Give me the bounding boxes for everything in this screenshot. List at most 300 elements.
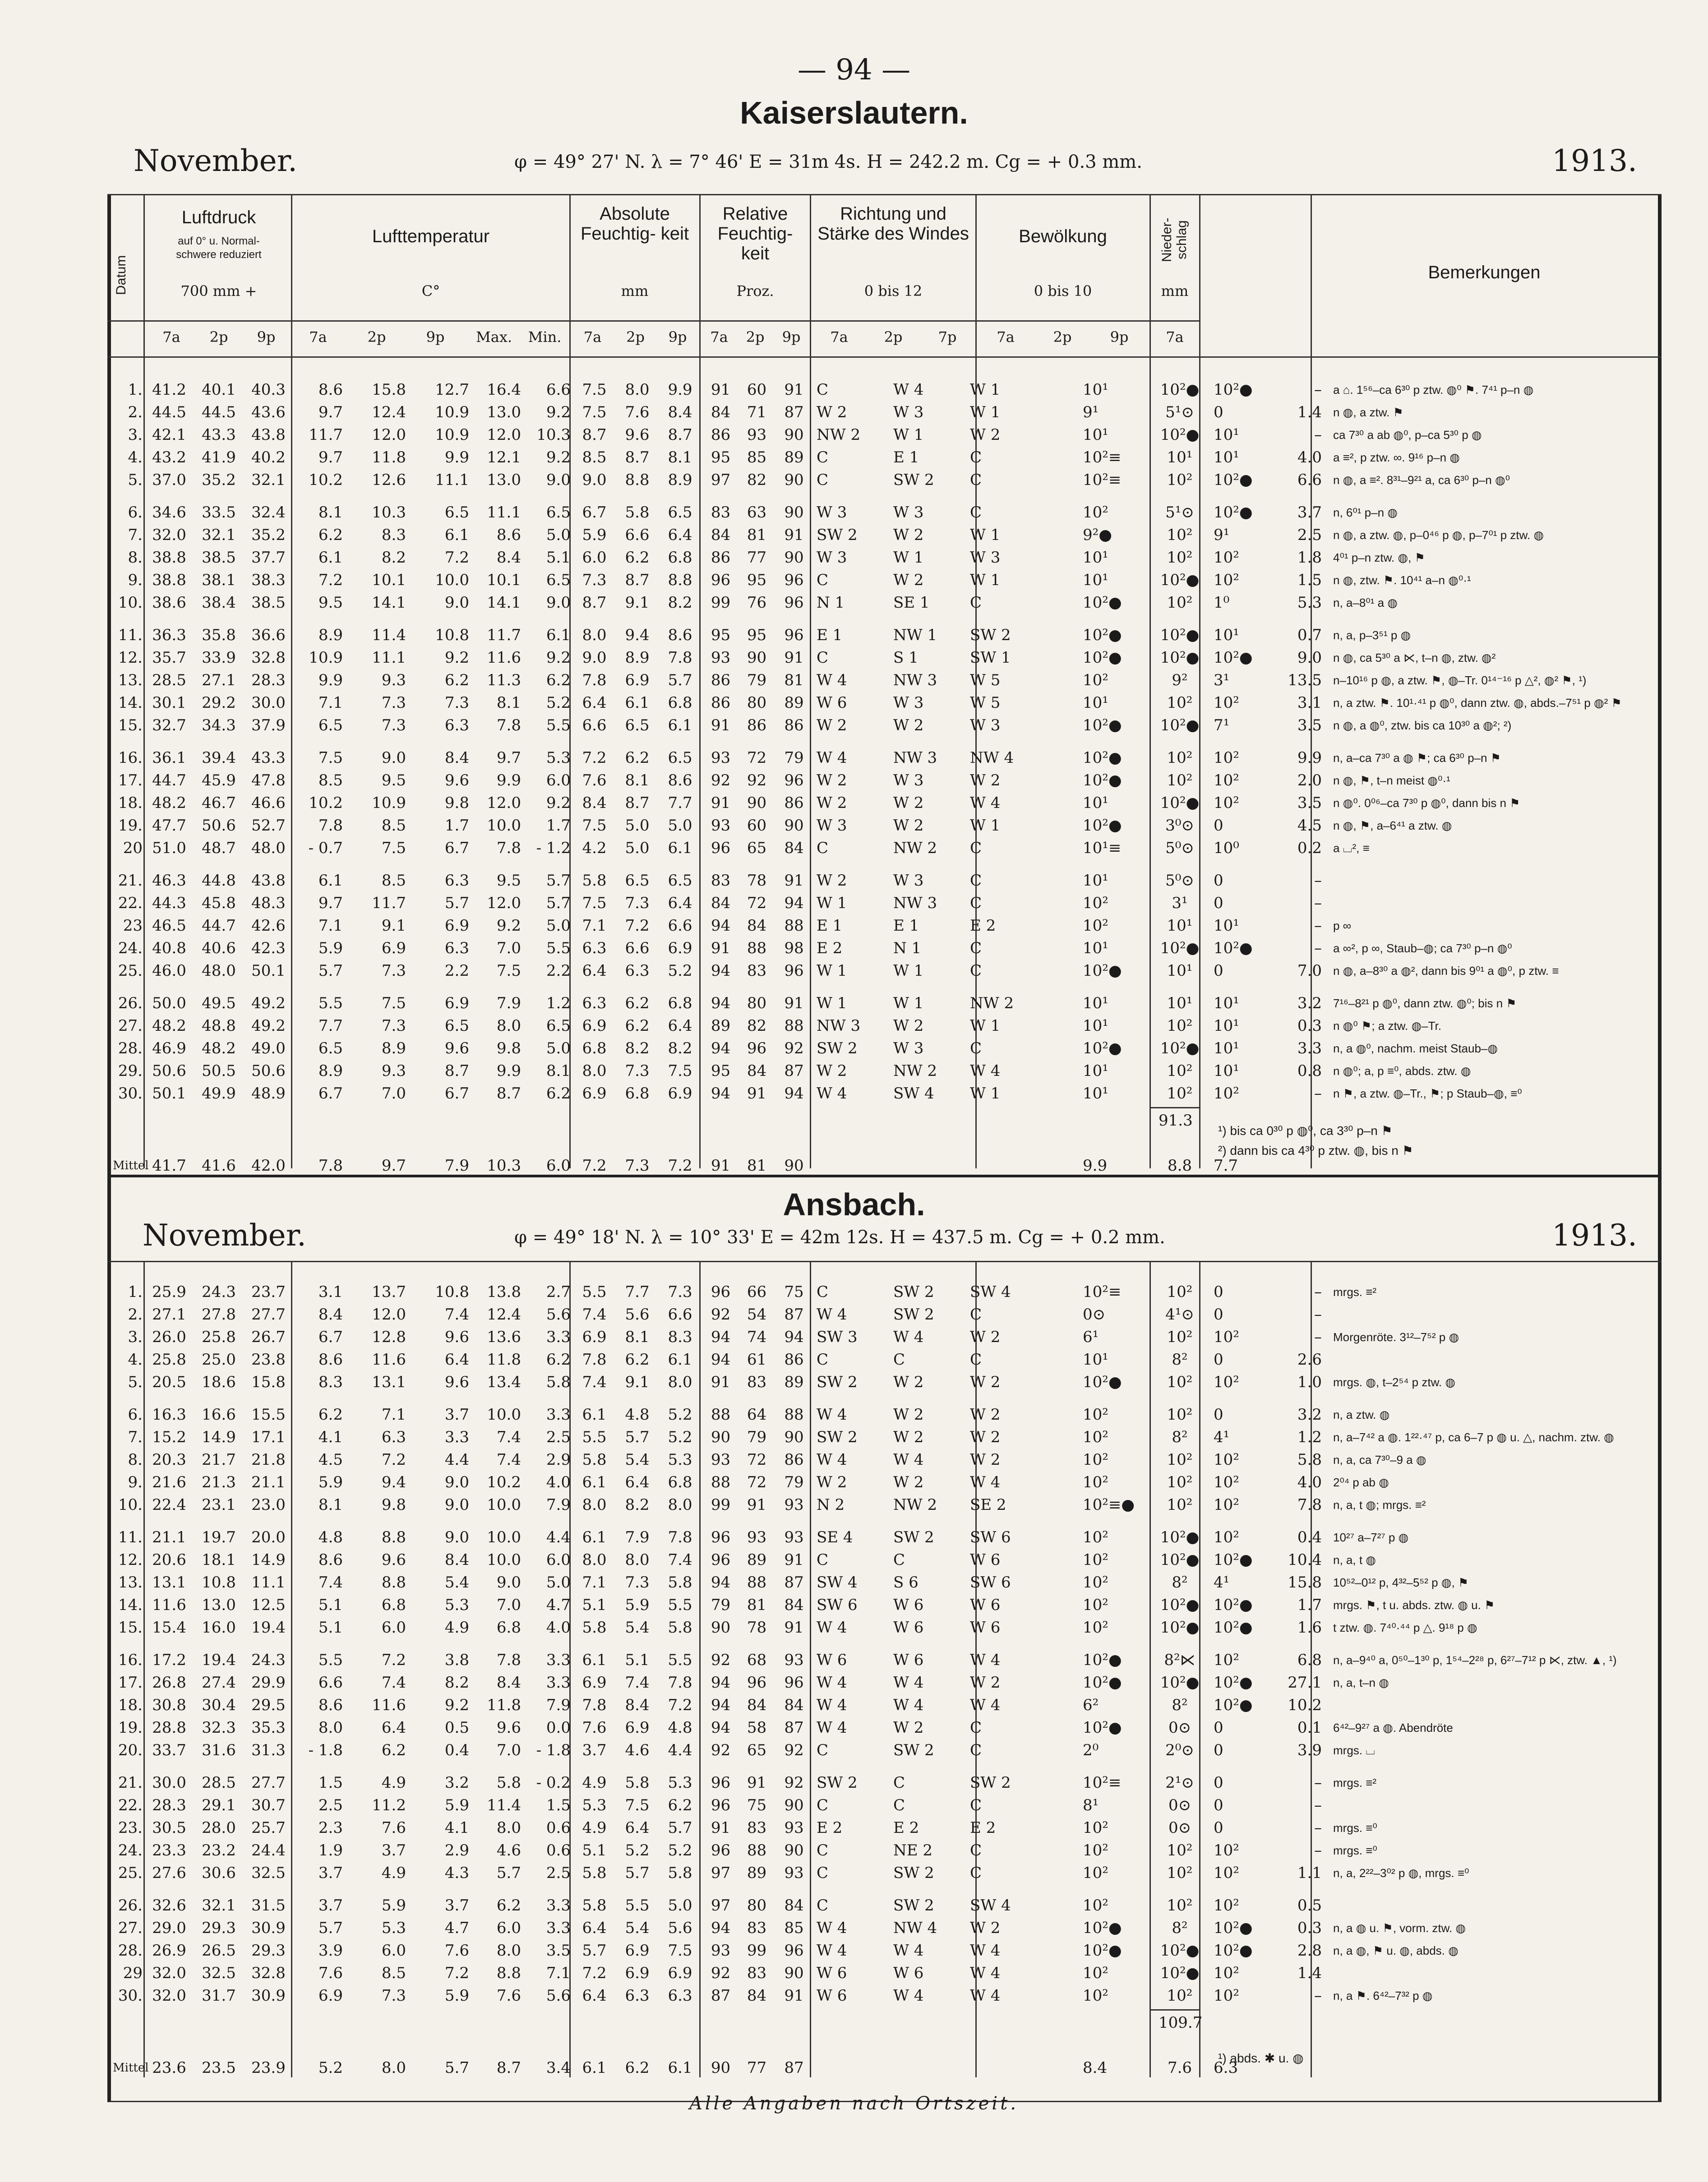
time-header: 2p (1053, 328, 1072, 346)
cell-cloud-9p: 1⁰ (1214, 594, 1230, 612)
cell-cloud-9p: 10²● (1214, 1551, 1253, 1569)
cell-pressure-7a: 43.2 (152, 448, 186, 466)
cell-cloud-2p: 10²● (1160, 1674, 1200, 1692)
table-row (113, 1404, 1656, 1425)
table-row (113, 569, 1656, 591)
cell-temp-max: 4.6 (496, 1841, 521, 1859)
cell-pressure-9p: 29.9 (251, 1674, 286, 1692)
cell-cloud-2p: 5⁰⊙ (1165, 839, 1194, 857)
cell-wind-7a: C (817, 1841, 829, 1859)
cell-rel-humidity-9p: 91 (784, 1987, 804, 2005)
cell-abs-humidity-7a: 8.0 (582, 1496, 607, 1514)
cell-abs-humidity-2p: 6.9 (625, 1942, 650, 1960)
cell-remarks: mrgs. ≡⁰ (1333, 1844, 1377, 1857)
cell-pressure-7a: 44.3 (152, 894, 186, 912)
cell-wind-7p: W 2 (970, 1373, 1001, 1391)
cell-cloud-7a: 10²● (1083, 1651, 1122, 1669)
cell-wind-7p: C (970, 939, 982, 957)
year-label: 1913. (1552, 143, 1637, 178)
cell-abs-humidity-7a: 9.0 (582, 471, 607, 489)
cell-temp-9p: 3.3 (444, 1428, 469, 1446)
cell-cloud-2p: 10¹ (1167, 962, 1193, 980)
cell-cloud-2p: 10² (1167, 1496, 1193, 1514)
cell-cloud-7a: 9¹ (1083, 403, 1099, 421)
cell-wind-7p: C (970, 962, 982, 980)
cell-day: 22. (118, 894, 143, 912)
cell-cloud-9p: 9¹ (1214, 526, 1230, 544)
cell-pressure-7a: 30.0 (152, 1774, 186, 1792)
cell-cloud-9p: 10²● (1214, 471, 1253, 489)
cell-rel-humidity-9p: 91 (784, 994, 804, 1012)
cell-abs-humidity-9p: 5.6 (668, 1919, 692, 1937)
cell-pressure-7a: 32.7 (152, 716, 186, 734)
cell-temp-min: 3.3 (546, 1896, 571, 1914)
cell-abs-humidity-2p: 5.5 (625, 1896, 650, 1914)
cell-pressure-2p: 39.4 (202, 749, 236, 767)
cell-rel-humidity-9p: 88 (784, 1017, 804, 1035)
cell-abs-humidity-2p: 5.4 (625, 1451, 650, 1469)
cell-rel-humidity-2p: 84 (747, 1987, 767, 2005)
cell-rel-humidity-7a: 94 (711, 1719, 731, 1737)
cell-rel-humidity-2p: 74 (747, 1328, 767, 1346)
cell-day: 10. (118, 594, 143, 612)
cell-temp-2p: 6.0 (381, 1942, 406, 1960)
cell-cloud-9p: 0 (1214, 1406, 1223, 1424)
cell-cloud-2p: 10² (1167, 1987, 1193, 2005)
cell-pressure-7a: 35.7 (152, 649, 186, 667)
cell-wind-7a: SW 2 (817, 1039, 858, 1057)
cell-remarks: t ztw. ◍. 7⁴⁰·⁴⁴ p △. 9¹⁸ p ◍ (1333, 1621, 1477, 1634)
cell-cloud-7a: 10² (1083, 894, 1108, 912)
cell-rel-humidity-7a: 93 (711, 749, 731, 767)
table-row (113, 1015, 1656, 1037)
footer-note: Alle Angaben nach Ortszeit. (689, 2093, 1019, 2114)
cell-temp-min: 9.0 (546, 594, 571, 612)
cell-temp-2p: 6.9 (381, 939, 406, 957)
cell-wind-2p: W 3 (893, 1039, 924, 1057)
cell-cloud-9p: 10² (1214, 1864, 1239, 1882)
cell-abs-humidity-7a: 6.3 (582, 939, 607, 957)
cell-temp-9p: 7.2 (444, 1964, 469, 1982)
cell-cloud-2p: 10² (1167, 771, 1193, 789)
table-row (113, 870, 1656, 891)
footnote: ¹) abds. ✱ u. ◍ (1218, 2051, 1304, 2065)
cell-temp-2p: 8.2 (381, 549, 406, 567)
cell-pressure-9p: 27.7 (251, 1306, 286, 1324)
table-row (113, 447, 1656, 468)
cell-temp-2p: 5.3 (381, 1919, 406, 1937)
cell-cloud-9p: 10²● (1214, 1619, 1253, 1637)
cell-temp-min: 5.7 (546, 894, 571, 912)
cell-abs-humidity-9p: 8.3 (668, 1328, 692, 1346)
cell-cloud-7a: 10²● (1083, 626, 1122, 644)
cell-temp-2p: 7.5 (381, 994, 406, 1012)
cell-abs-humidity-2p: 7.4 (625, 1674, 650, 1692)
cell-rel-humidity-9p: 84 (784, 1596, 804, 1614)
cell-cloud-2p: 3⁰⊙ (1165, 817, 1194, 835)
cell-pressure-9p: 36.6 (251, 626, 286, 644)
cell-temp-max: 9.2 (496, 917, 521, 935)
cell-temp-min: 9.2 (546, 403, 571, 421)
cell-pressure-2p: 27.4 (202, 1674, 236, 1692)
cell-cloud-7a: 9²● (1083, 526, 1112, 544)
cell-pressure-9p: 23.8 (251, 1351, 286, 1369)
cell-pressure-7a: 28.3 (152, 1796, 186, 1814)
cell-temp-min: 2.7 (546, 1283, 571, 1301)
cell-temp-9p: 2.9 (444, 1841, 469, 1859)
cell-wind-7p: W 4 (970, 794, 1001, 812)
cell-temp-7a: - 0.7 (308, 839, 343, 857)
cell-day: 11. (118, 1528, 143, 1546)
mean-abs-humidity-7a: 6.1 (582, 2059, 607, 2077)
cell-cloud-2p: 10² (1167, 594, 1193, 612)
table-row (113, 1895, 1656, 1916)
cell-abs-humidity-9p: 5.2 (668, 1406, 692, 1424)
cell-rel-humidity-9p: 96 (784, 1942, 804, 1960)
cell-temp-9p: 7.2 (444, 549, 469, 567)
cell-wind-2p: C (893, 1351, 905, 1369)
cell-cloud-2p: 9² (1172, 671, 1188, 689)
cell-precipitation: 27.1 (1288, 1674, 1322, 1692)
cell-pressure-2p: 31.7 (202, 1987, 236, 2005)
cell-temp-9p: 6.3 (444, 716, 469, 734)
cell-cloud-9p: 0 (1214, 403, 1223, 421)
cell-abs-humidity-2p: 7.2 (625, 917, 650, 935)
cell-precipitation: 1.5 (1297, 571, 1322, 589)
cell-precipitation: 0.4 (1297, 1528, 1322, 1546)
cell-wind-2p: C (893, 1796, 905, 1814)
cell-rel-humidity-2p: 78 (747, 1619, 767, 1637)
cell-pressure-9p: 12.5 (251, 1596, 286, 1614)
cell-temp-max: 10.0 (487, 1528, 521, 1546)
cell-pressure-2p: 30.6 (202, 1864, 236, 1882)
cell-temp-min: 5.1 (546, 549, 571, 567)
cell-wind-7a: NW 2 (817, 426, 861, 444)
cell-cloud-7a: 10¹ (1083, 1062, 1108, 1080)
cell-pressure-7a: 41.2 (152, 381, 186, 399)
cell-wind-7p: W 6 (970, 1619, 1001, 1637)
cell-pressure-2p: 41.9 (202, 448, 236, 466)
cell-abs-humidity-7a: 5.1 (582, 1841, 607, 1859)
cell-abs-humidity-2p: 8.2 (625, 1496, 650, 1514)
cell-temp-9p: 9.6 (444, 1328, 469, 1346)
cell-temp-7a: 5.9 (318, 1473, 343, 1491)
cell-pressure-2p: 21.7 (202, 1451, 236, 1469)
cell-temp-min: 9.2 (546, 794, 571, 812)
table-row (113, 1617, 1656, 1638)
cell-temp-9p: 5.7 (444, 894, 469, 912)
cell-rel-humidity-9p: 91 (784, 1551, 804, 1569)
cell-abs-humidity-7a: 7.2 (582, 749, 607, 767)
cell-wind-7p: W 3 (970, 716, 1001, 734)
header-top-rule (107, 194, 1662, 195)
cell-pressure-2p: 32.1 (202, 526, 236, 544)
cell-pressure-7a: 26.9 (152, 1942, 186, 1960)
cell-day: 24. (118, 1841, 143, 1859)
cell-wind-2p: W 2 (893, 526, 924, 544)
cell-temp-max: 8.4 (496, 1674, 521, 1692)
cell-rel-humidity-7a: 96 (711, 1551, 731, 1569)
cell-rel-humidity-7a: 94 (711, 1573, 731, 1592)
cell-rel-humidity-7a: 83 (711, 872, 731, 890)
cell-abs-humidity-7a: 8.5 (582, 448, 607, 466)
cell-wind-7p: SW 2 (970, 1774, 1011, 1792)
cell-remarks: n, a ztw. ⚑. 10¹·⁴¹ p ◍⁰, dann ztw. ◍, abds.–7⁵¹ p ◍² ⚑ (1333, 696, 1622, 710)
cell-precipitation: 7.8 (1297, 1496, 1322, 1514)
cell-pressure-7a: 25.8 (152, 1351, 186, 1369)
cell-rel-humidity-9p: 93 (784, 1864, 804, 1882)
cell-temp-9p: 1.7 (444, 817, 469, 835)
cell-rel-humidity-2p: 76 (747, 594, 767, 612)
header-bottom-rule (107, 356, 1662, 358)
cell-precipitation: – (1314, 1306, 1322, 1324)
cell-temp-2p: 9.8 (381, 1496, 406, 1514)
cell-wind-7p: W 1 (970, 526, 1001, 544)
table-row (113, 1672, 1656, 1693)
header-luftdruck-sub1: auf 0° u. Normal- (178, 235, 260, 247)
cell-rel-humidity-7a: 94 (711, 1328, 731, 1346)
cell-wind-7a: NW 3 (817, 1017, 861, 1035)
cell-precipitation: 0.2 (1297, 839, 1322, 857)
cell-pressure-7a: 30.5 (152, 1819, 186, 1837)
cell-pressure-7a: 46.3 (152, 872, 186, 890)
cell-temp-9p: 3.8 (444, 1651, 469, 1669)
cell-temp-7a: 9.7 (318, 894, 343, 912)
cell-pressure-2p: 26.5 (202, 1942, 236, 1960)
cell-cloud-9p: 10² (1214, 694, 1239, 712)
cell-pressure-7a: 47.7 (152, 817, 186, 835)
cell-temp-max: 8.7 (496, 1084, 521, 1103)
cell-pressure-7a: 50.1 (152, 1084, 186, 1103)
cell-abs-humidity-9p: 6.4 (668, 1017, 692, 1035)
cell-temp-min: 3.3 (546, 1406, 571, 1424)
cell-rel-humidity-9p: 87 (784, 1719, 804, 1737)
cell-day: 12. (118, 1551, 143, 1569)
cell-pressure-7a: 21.6 (152, 1473, 186, 1491)
cell-rel-humidity-2p: 92 (747, 771, 767, 789)
cell-cloud-2p: 10²● (1160, 1596, 1200, 1614)
table-row (113, 960, 1656, 982)
cell-pressure-2p: 27.1 (202, 671, 236, 689)
cell-abs-humidity-2p: 5.0 (625, 817, 650, 835)
cell-temp-9p: 10.9 (435, 403, 469, 421)
cell-precipitation: 1.1 (1297, 1864, 1322, 1882)
cell-day: 4. (128, 1351, 143, 1369)
cell-pressure-9p: 32.4 (251, 503, 286, 521)
cell-temp-min: 5.2 (546, 694, 571, 712)
cell-pressure-9p: 31.5 (251, 1896, 286, 1914)
cell-cloud-2p: 10² (1167, 549, 1193, 567)
table-row (113, 647, 1656, 669)
cell-remarks: n, a, ca 7³⁰–9 a ◍ (1333, 1453, 1426, 1467)
cell-abs-humidity-9p: 6.9 (668, 1084, 692, 1103)
cell-abs-humidity-9p: 9.9 (668, 381, 692, 399)
cell-wind-7p: SW 4 (970, 1283, 1011, 1301)
cell-wind-2p: NE 2 (893, 1841, 933, 1859)
cell-cloud-2p: 10²● (1160, 649, 1200, 667)
cell-remarks: n ◍⁰ ⚑; a ztw. ◍–Tr. (1333, 1019, 1441, 1033)
cell-wind-2p: W 2 (893, 1719, 924, 1737)
cell-remarks: n, a, 2²²–3⁰² p ◍, mrgs. ≡⁰ (1333, 1866, 1469, 1880)
cell-rel-humidity-9p: 90 (784, 1796, 804, 1814)
cell-rel-humidity-7a: 95 (711, 626, 731, 644)
cell-temp-max: 9.5 (496, 872, 521, 890)
cell-day: 8. (128, 1451, 143, 1469)
cell-cloud-7a: 10² (1083, 917, 1108, 935)
cell-wind-7a: W 4 (817, 1942, 847, 1960)
cell-wind-7a: C (817, 448, 829, 466)
cell-remarks: n, a–8⁰¹ a ◍ (1333, 596, 1398, 609)
cell-abs-humidity-7a: 8.4 (582, 794, 607, 812)
cell-wind-7a: W 4 (817, 1619, 847, 1637)
cell-temp-9p: 12.7 (435, 381, 469, 399)
cell-wind-2p: S 6 (893, 1573, 919, 1592)
cell-wind-7p: E 2 (970, 1819, 996, 1837)
cell-remarks: 10⁵²–0¹² p, 4³²–5⁵² p ◍, ⚑ (1333, 1576, 1469, 1589)
cell-temp-max: 12.0 (487, 794, 521, 812)
cell-temp-9p: 11.1 (435, 471, 469, 489)
cell-remarks: mrgs. ⚑, t u. abds. ztw. ◍ u. ⚑ (1333, 1598, 1495, 1612)
cell-temp-min: 3.3 (546, 1328, 571, 1346)
cell-temp-9p: 9.0 (444, 594, 469, 612)
cell-abs-humidity-2p: 8.0 (625, 1551, 650, 1569)
cell-abs-humidity-2p: 6.2 (625, 1017, 650, 1035)
table-row (113, 624, 1656, 646)
cell-rel-humidity-7a: 86 (711, 671, 731, 689)
cell-temp-9p: 10.0 (435, 571, 469, 589)
cell-day: 17. (118, 771, 143, 789)
cell-abs-humidity-9p: 7.7 (668, 794, 692, 812)
cell-wind-7p: W 1 (970, 381, 1001, 399)
cell-day: 19. (118, 1719, 143, 1737)
cell-temp-max: 7.9 (496, 994, 521, 1012)
cell-rel-humidity-9p: 87 (784, 1573, 804, 1592)
cell-temp-2p: 9.5 (381, 771, 406, 789)
table-row (113, 1739, 1656, 1761)
cell-wind-7p: W 5 (970, 694, 1001, 712)
cell-rel-humidity-2p: 83 (747, 1919, 767, 1937)
cell-rel-humidity-2p: 88 (747, 1573, 767, 1592)
cell-temp-2p: 7.1 (381, 1406, 406, 1424)
cell-pressure-2p: 25.0 (202, 1351, 236, 1369)
cell-abs-humidity-7a: 8.0 (582, 1551, 607, 1569)
cell-wind-2p: W 4 (893, 1696, 924, 1714)
cell-rel-humidity-7a: 94 (711, 1084, 731, 1103)
cell-precipitation: – (1314, 917, 1322, 935)
mean-row (113, 2057, 1656, 2079)
cell-remarks: n ◍, a–8³⁰ a ◍², dann bis 9⁰¹ a ◍⁰, p ztw. ≡ (1333, 964, 1559, 978)
cell-precipitation: – (1314, 1819, 1322, 1837)
cell-temp-7a: 8.9 (318, 626, 343, 644)
cell-cloud-9p: 10¹ (1214, 426, 1239, 444)
cell-temp-7a: 8.1 (318, 503, 343, 521)
cell-rel-humidity-9p: 90 (784, 471, 804, 489)
cell-pressure-9p: 17.1 (251, 1428, 286, 1446)
cell-wind-7a: W 2 (817, 716, 847, 734)
cell-temp-7a: 3.1 (318, 1283, 343, 1301)
cell-temp-7a: 6.7 (318, 1328, 343, 1346)
cell-day: 26. (118, 994, 143, 1012)
cell-day: 25. (118, 962, 143, 980)
cell-cloud-7a: 10²● (1083, 1039, 1122, 1057)
cell-abs-humidity-7a: 7.5 (582, 381, 607, 399)
cell-wind-7p: C (970, 1719, 982, 1737)
cell-rel-humidity-9p: 94 (784, 1328, 804, 1346)
cell-rel-humidity-2p: 81 (747, 526, 767, 544)
cell-temp-min: 5.5 (546, 716, 571, 734)
cell-abs-humidity-9p: 6.2 (668, 1796, 692, 1814)
cell-day: 23. (118, 1819, 143, 1837)
cell-temp-min: 6.2 (546, 1351, 571, 1369)
cell-temp-min: 6.1 (546, 626, 571, 644)
cell-temp-7a: 5.9 (318, 939, 343, 957)
cell-wind-7p: SW 2 (970, 626, 1011, 644)
table-row (113, 747, 1656, 769)
table-row (113, 1717, 1656, 1739)
cell-day: 27. (118, 1919, 143, 1937)
cell-temp-max: 8.6 (496, 526, 521, 544)
cell-wind-7a: C (817, 1283, 829, 1301)
cell-temp-7a: 8.4 (318, 1306, 343, 1324)
cell-temp-max: 13.4 (487, 1373, 521, 1391)
mean-rel-humidity-7a: 91 (711, 1157, 731, 1175)
cell-pressure-7a: 16.3 (152, 1406, 186, 1424)
cell-rel-humidity-7a: 92 (711, 1306, 731, 1324)
cell-rel-humidity-2p: 82 (747, 1017, 767, 1035)
cell-remarks: n ◍, ztw. ⚑. 10⁴¹ a–n ◍⁰·¹ (1333, 573, 1471, 587)
cell-remarks: n, a ◍, ⚑ u. ◍, abds. ◍ (1333, 1944, 1459, 1957)
cell-cloud-2p: 10² (1167, 1017, 1193, 1035)
cell-day: 5. (128, 471, 143, 489)
cell-wind-2p: W 2 (893, 1373, 924, 1391)
cell-cloud-7a: 10² (1083, 1528, 1108, 1546)
cell-cloud-9p: 10²● (1214, 1596, 1253, 1614)
cell-pressure-7a: 27.6 (152, 1864, 186, 1882)
cell-temp-2p: 7.6 (381, 1819, 406, 1837)
cell-temp-9p: 6.4 (444, 1351, 469, 1369)
cell-temp-7a: 3.7 (318, 1864, 343, 1882)
cell-pressure-9p: 38.5 (251, 594, 286, 612)
cell-temp-2p: 7.2 (381, 1651, 406, 1669)
cell-remarks: n, a–7⁴² a ◍. 1²²·⁴⁷ p, ca 6–7 p ◍ u. △, nachm. ztw. ◍ (1333, 1430, 1614, 1444)
cell-day: 1. (128, 381, 143, 399)
cell-cloud-9p: 10¹ (1214, 917, 1239, 935)
cell-pressure-9p: 28.3 (251, 671, 286, 689)
cell-rel-humidity-7a: 91 (711, 716, 731, 734)
cell-wind-2p: NW 2 (893, 1062, 937, 1080)
cell-pressure-2p: 13.0 (202, 1596, 236, 1614)
mean-pressure-9p: 42.0 (251, 1157, 286, 1175)
cell-pressure-7a: 20.6 (152, 1551, 186, 1569)
cell-pressure-2p: 44.5 (202, 403, 236, 421)
cell-wind-7p: W 2 (970, 1406, 1001, 1424)
cell-day: 28. (118, 1942, 143, 1960)
cell-wind-2p: C (893, 1551, 905, 1569)
cell-pressure-7a: 26.8 (152, 1674, 186, 1692)
cell-pressure-9p: 43.3 (251, 749, 286, 767)
cell-abs-humidity-2p: 5.4 (625, 1919, 650, 1937)
cell-wind-7p: W 2 (970, 1919, 1001, 1937)
cell-wind-7p: C (970, 1741, 982, 1759)
cell-pressure-2p: 24.3 (202, 1283, 236, 1301)
cell-remarks: n–10¹⁶ p ◍, a ztw. ⚑, ◍–Tr. 0¹⁴⁻¹⁶ p △², ◍² ⚑, ¹) (1333, 674, 1587, 687)
cell-pressure-7a: 32.0 (152, 1987, 186, 2005)
time-header: 2p (626, 328, 645, 346)
cell-rel-humidity-2p: 80 (747, 694, 767, 712)
cell-temp-min: 9.0 (546, 471, 571, 489)
cell-rel-humidity-7a: 96 (711, 571, 731, 589)
cell-pressure-7a: 28.8 (152, 1719, 186, 1737)
